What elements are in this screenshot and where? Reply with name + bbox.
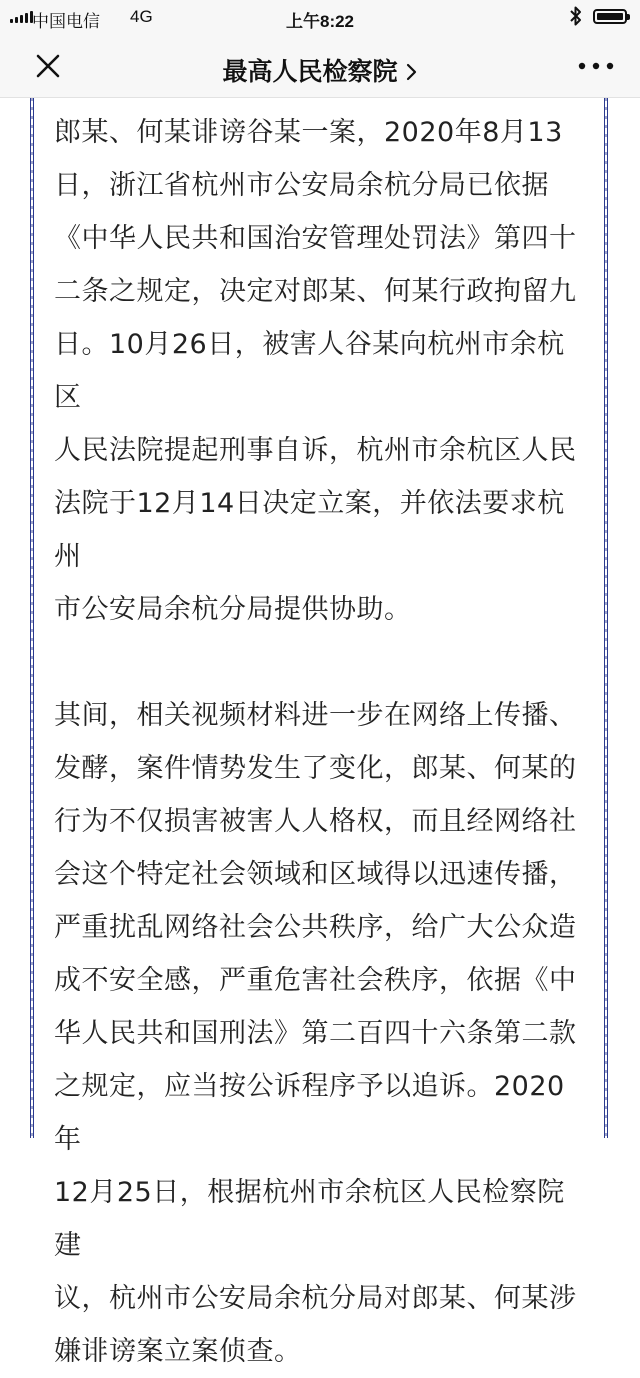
article-line: 发酵，案件情势发生了变化，郎某、何某的 <box>54 753 577 784</box>
paragraph-spacer <box>54 636 590 689</box>
article-content[interactable] <box>0 98 640 1367</box>
article-line: 《中华人民共和国治安管理处罚法》第四十 <box>54 223 577 254</box>
article-line: 其间，相关视频材料进一步在网络上传播、 <box>54 700 577 731</box>
article-line: 严重扰乱网络社会公共秩序，给广大公众造 <box>54 912 577 943</box>
article-line: 日。10月26日，被害人谷某向杭州市余杭区 <box>54 329 565 413</box>
article-line: 之规定，应当按公诉程序予以追诉。2020年 <box>54 1071 565 1155</box>
article-line: 嫌诽谤案立案侦查。 <box>54 1336 302 1367</box>
article-line: 12月25日，根据杭州市余杭区人民检察院建 <box>54 1177 565 1261</box>
chevron-right-icon <box>406 63 418 81</box>
article-line: 郎某、何某诽谤谷某一案，2020年8月13 <box>54 117 563 148</box>
article-line: 行为不仅损害被害人人格权，而且经网络社 <box>54 806 577 837</box>
more-dots-icon[interactable] <box>574 54 618 78</box>
article-line: 会这个特定社会领域和区域得以迅速传播， <box>54 859 577 890</box>
article-line: 日，浙江省杭州市公安局余杭分局已依据 <box>54 170 549 201</box>
article-line: 华人民共和国刑法》第二百四十六条第二款 <box>54 1018 577 1049</box>
article-line: 市公安局余杭分局提供协助。 <box>54 594 412 625</box>
page-title: 最高人民检察院 <box>222 57 398 86</box>
decorative-border-right <box>604 98 610 1138</box>
carrier-name: 中国电信 <box>32 12 100 31</box>
battery-icon <box>593 9 627 24</box>
status-bar <box>0 0 640 34</box>
nav-bar <box>0 34 640 98</box>
article-line: 议，杭州市公安局余杭分局对郎某、何某涉 <box>54 1283 577 1314</box>
article-line: 法院于12月14日决定立案，并依法要求杭州 <box>54 488 565 572</box>
network-type: 4G <box>130 7 153 26</box>
decorative-border-left <box>30 98 36 1138</box>
bluetooth-icon <box>568 5 584 27</box>
account-title-link[interactable] <box>0 52 640 88</box>
article-line: 成不安全感，严重危害社会秩序，依据《中 <box>54 965 577 996</box>
article-line: 人民法院提起刑事自诉，杭州市余杭区人民 <box>54 435 577 466</box>
status-time: 上午8:22 <box>285 12 355 31</box>
article-body <box>54 106 590 1378</box>
article-line: 二条之规定，决定对郎某、何某行政拘留九 <box>54 276 577 307</box>
